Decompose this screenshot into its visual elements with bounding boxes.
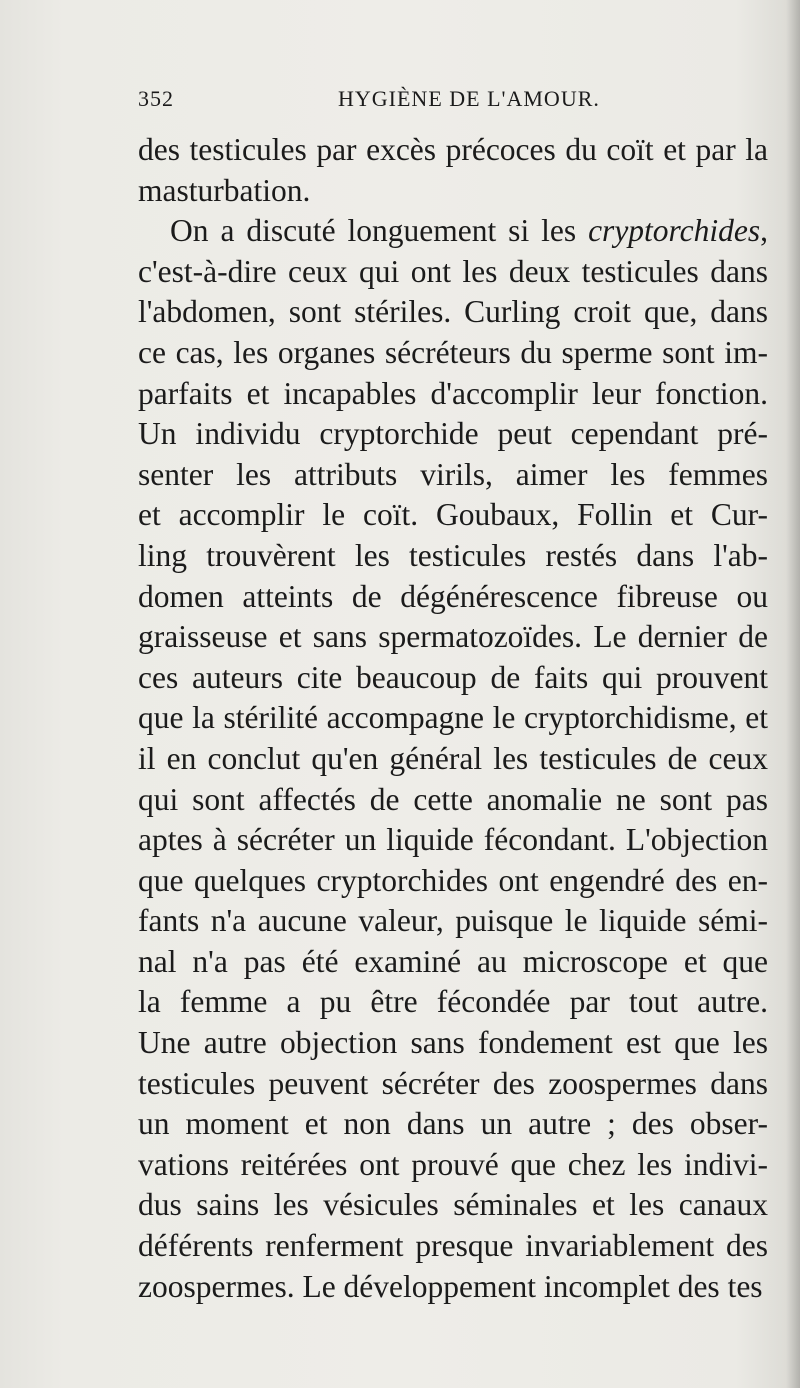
- page-edge-shadow: [786, 0, 800, 1388]
- page-number: 352: [138, 86, 174, 111]
- italic-term: cryptorchides: [588, 213, 761, 249]
- text-line: ling trouvèrent les testicules restés dans l'ab-: [138, 537, 768, 573]
- text-line: des testicules par excès précoces du coït et par la: [138, 132, 768, 167]
- text-line: ces auteurs cite beaucoup de faits qui prouvent: [138, 659, 768, 695]
- text-fragment: ,: [760, 213, 768, 249]
- text-line: vations reitérées ont prouvé que chez les indivi-: [138, 1146, 768, 1182]
- text-line: senter les attributs virils, aimer les femmes: [138, 456, 768, 492]
- text-line: et accomplir le coït. Goubaux, Follin et Cur-: [138, 497, 768, 533]
- text-line: testicules peuvent sécréter des zoospermes dans: [138, 1065, 768, 1101]
- text-line-italic: [138, 211, 768, 252]
- text-line: fants n'a aucune valeur, puisque le liquide sémi-: [138, 903, 768, 939]
- text-line: parfaits et incapables d'accomplir leur fonction.: [138, 375, 768, 411]
- text-line: un moment et non dans un autre ; des obser-: [138, 1106, 768, 1142]
- text-line: zoospermes. Le développement incomplet des tes: [138, 1268, 763, 1304]
- text-line: domen atteints de dégénérescence fibreuse ou: [138, 578, 768, 614]
- text-line: que quelques cryptorchides ont engendré des en-: [138, 862, 768, 898]
- running-title: HYGIÈNE DE L'AMOUR.: [338, 86, 600, 111]
- text-line: masturbation.: [138, 172, 311, 208]
- text-line: que la stérilité accompagne le cryptorchidisme, et: [138, 700, 768, 736]
- text-line: déférents renferment presque invariablement des: [138, 1228, 768, 1264]
- text-line: dus sains les vésicules séminales et les canaux: [138, 1187, 768, 1223]
- text-line: l'abdomen, sont stériles. Curling croit que, dans: [138, 294, 768, 330]
- text-line: ce cas, les organes sécréteurs du sperme sont im-: [138, 334, 768, 370]
- text-line: qui sont affectés de cette anomalie ne sont pas: [138, 781, 768, 817]
- running-header: [138, 86, 738, 122]
- text-line: nal n'a pas été examiné au microscope et que: [138, 943, 768, 979]
- text-line: graisseuse et sans spermatozoïdes. Le dernier de: [138, 619, 768, 655]
- text-line: il en conclut qu'en général les testicules de ceux: [138, 740, 768, 776]
- body-text: [138, 130, 768, 1307]
- text-line: la femme a pu être fécondée par tout autre.: [138, 984, 768, 1020]
- text-line: Une autre objection sans fondement est que les: [138, 1025, 768, 1061]
- text-line: aptes à sécréter un liquide fécondant. L'objection: [138, 822, 768, 858]
- text-fragment: On a discuté longuement si les: [170, 213, 589, 249]
- text-line: c'est-à-dire ceux qui ont les deux testicules dans: [138, 253, 768, 289]
- text-line: Un individu cryptorchide peut cependant pré-: [138, 416, 768, 452]
